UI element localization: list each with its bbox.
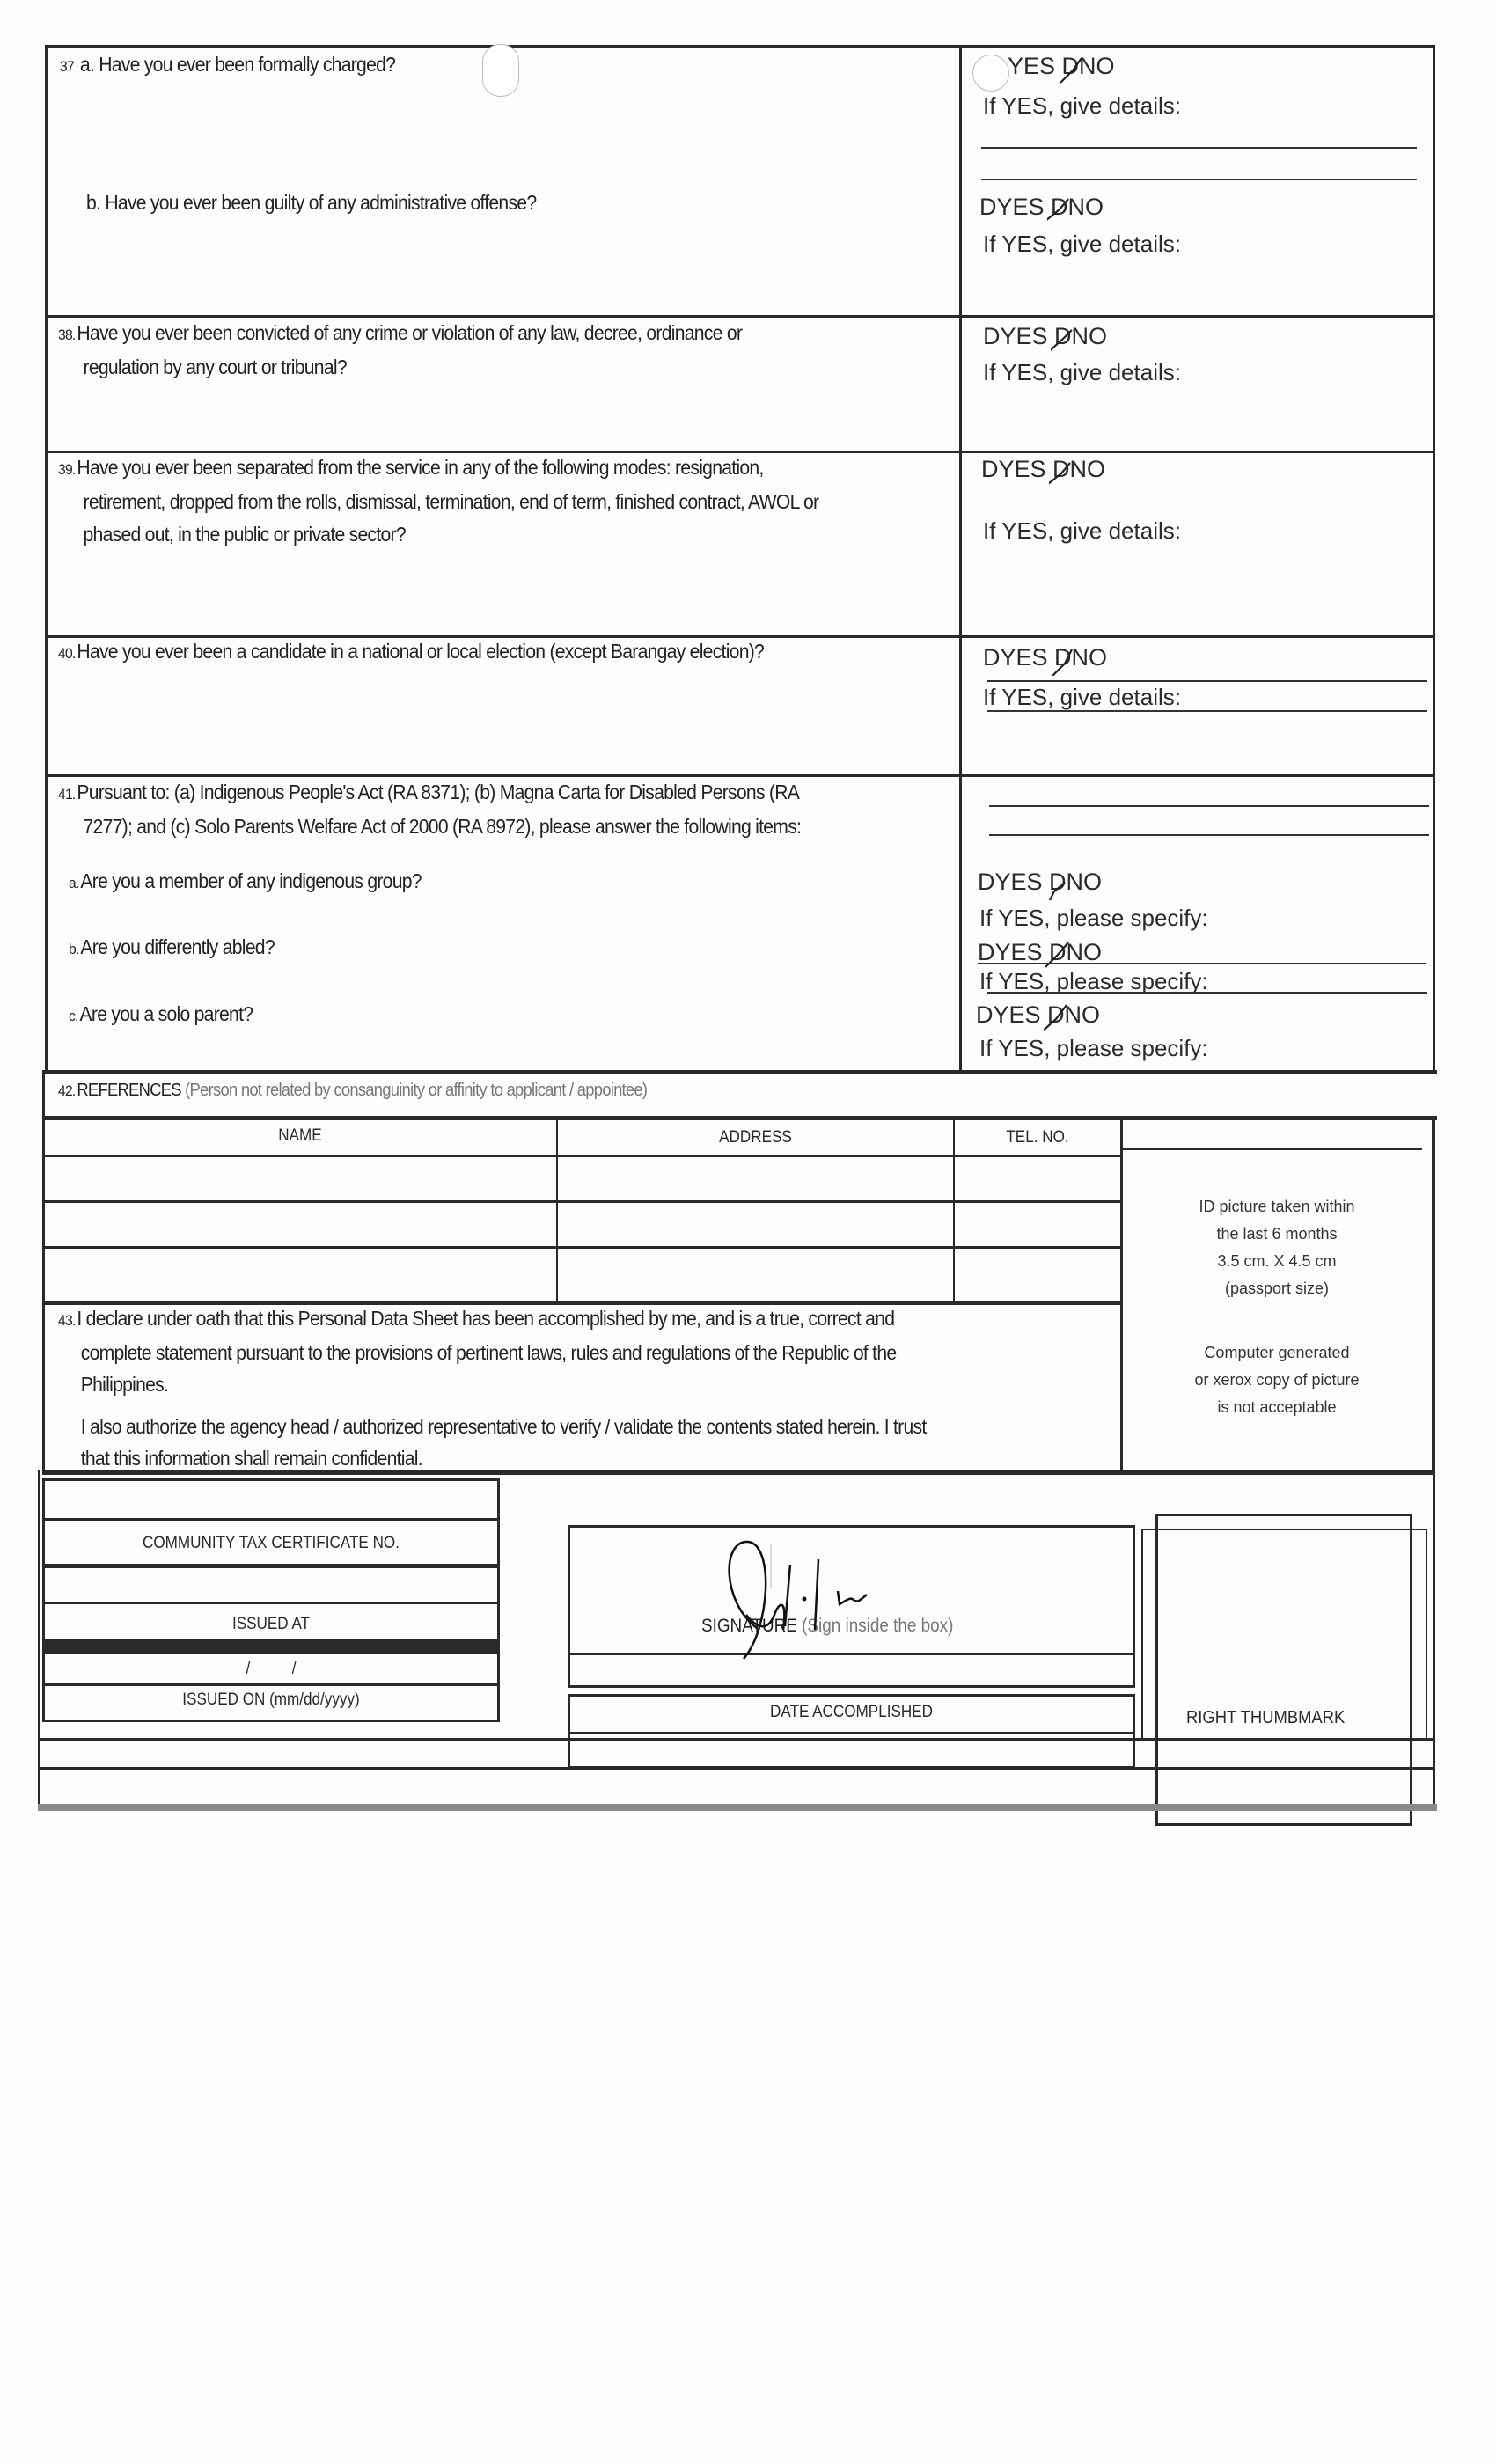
q41a-answer[interactable] <box>978 869 1102 896</box>
q41a-question: a.Are you a member of any indigenous group? <box>69 869 422 892</box>
check-mark-icon <box>1045 941 1075 971</box>
issued-on-divider <box>42 1683 500 1686</box>
issued-on-label: ISSUED ON (mm/dd/yyyy) <box>182 1690 360 1709</box>
q40-details-label: If YES, give details: <box>983 684 1181 710</box>
q39-number: 39. <box>58 461 76 478</box>
check-mark-icon <box>1047 195 1077 225</box>
ref-col-divider-2 <box>953 1118 955 1302</box>
punch-hole-right <box>972 55 1009 92</box>
column-divider <box>959 45 962 1073</box>
references-header-top <box>42 1116 1437 1120</box>
bottom-left-border <box>38 1470 40 1808</box>
q37b-answer[interactable] <box>979 194 1104 221</box>
q41-question: 41.Pursuant to: (a) Indigenous People's Act (RA 8371); (b) Magna Carta for Disabled Persons (RA 7277); and (c) Solo Parents Welfare Act of 2000 (RA 8972), please answer the following items: <box>58 781 802 838</box>
issued-divider-thick <box>42 1639 500 1652</box>
q38-question: 38.Have you ever been convicted of any crime or violation of any law, decree, ordinance or regulation by any court or tribunal? <box>58 321 743 378</box>
q40-answer-line[interactable] <box>987 680 1427 682</box>
photo-box-right-border <box>1432 1116 1435 1473</box>
q37a-yes-option[interactable]: YES <box>1008 53 1056 79</box>
bottom-line-2 <box>40 1767 1435 1770</box>
q41c-question: c.Are you a solo parent? <box>69 1002 253 1025</box>
ref-header-address: ADDRESS <box>719 1128 792 1147</box>
q39-yes-option[interactable]: DYES <box>981 456 1046 482</box>
q41a-no-option[interactable]: DNO <box>1049 869 1102 895</box>
ref-header-name: NAME <box>278 1126 322 1145</box>
ref-row-3-tel[interactable] <box>957 1250 1118 1299</box>
ref-row-line-2 <box>42 1200 1121 1203</box>
q38-answer[interactable] <box>983 323 1107 350</box>
handwritten-signature-icon <box>686 1531 933 1663</box>
q38-details-label: If YES, give details: <box>983 359 1181 385</box>
ref-row-3-name[interactable] <box>46 1250 554 1299</box>
q40-details-line[interactable] <box>987 710 1427 712</box>
q40-yes-option[interactable]: DYES <box>983 644 1048 671</box>
q41b-no-option[interactable]: DNO <box>1049 939 1102 965</box>
ctc-number-label: COMMUNITY TAX CERTIFICATE NO. <box>143 1534 400 1552</box>
q41b-answer-line[interactable] <box>978 963 1426 964</box>
check-mark-icon <box>1051 325 1081 355</box>
ref-row-1-tel[interactable] <box>957 1158 1118 1199</box>
declaration-bottom <box>42 1470 1435 1475</box>
q41c-specify-label: If YES, please specify: <box>979 1035 1208 1061</box>
ref-col-divider-1 <box>556 1118 558 1302</box>
bottom-line-1 <box>40 1738 1435 1741</box>
date-accomplished-label: DATE ACCOMPLISHED <box>770 1703 933 1721</box>
q37b-question <box>86 187 536 219</box>
q41-line-2[interactable] <box>989 834 1429 836</box>
q41c-no-option[interactable]: DNO <box>1047 1001 1100 1028</box>
check-mark-icon <box>1044 1003 1074 1033</box>
q37a-question <box>60 48 395 83</box>
q41b-specify-label: If YES, please specify: <box>979 968 1208 994</box>
ctc-number-input[interactable] <box>46 1482 496 1517</box>
check-mark-icon <box>1049 458 1079 488</box>
ref-row-line-3 <box>42 1246 1121 1249</box>
issued-at-divider <box>42 1602 500 1604</box>
q37a-no-option[interactable]: DNO <box>1062 53 1115 79</box>
q40-number: 40. <box>58 645 76 662</box>
ref-header-tel: TEL. NO. <box>1006 1128 1069 1147</box>
q38-no-option[interactable]: DNO <box>1054 323 1107 349</box>
q40-no-option[interactable]: DNO <box>1054 644 1107 671</box>
q41-number: 41. <box>58 786 76 803</box>
bottom-gray-bar <box>38 1804 1437 1811</box>
check-mark-icon <box>1045 870 1075 900</box>
declaration: 43.I declare under oath that this Personal Data Sheet has been accomplished by me, and is a true, correct and complete statement pursuant to the provisions of pertinent laws, rules and regulations of the Republic of the Philippines. I also authorize the agency head / authorized representative to verify / validate the contents stated herein. I trust that this information shall remain confidential. <box>58 1307 927 1470</box>
q38-number: 38. <box>58 326 76 343</box>
references-left-border <box>42 1070 45 1475</box>
q41a-yes-option[interactable]: DYES <box>978 869 1043 895</box>
q39-answer[interactable] <box>981 456 1105 483</box>
issued-at-label: ISSUED AT <box>231 1615 311 1633</box>
photo-box-top-line <box>1123 1148 1422 1150</box>
q39-details-label: If YES, give details: <box>983 517 1181 544</box>
q37a-text: a. Have you ever been formally charged? <box>79 53 396 76</box>
date-divider <box>568 1732 1135 1734</box>
q39-question: 39.Have you ever been separated from the service in any of the following modes: resignation, retirement, dropped from the rolls, dismissal, termination, end of term, finished contract, AWOL or phased out, in the public or private sector? <box>58 456 819 546</box>
ref-row-line-1 <box>42 1155 1121 1157</box>
ref-row-2-name[interactable] <box>46 1204 554 1244</box>
q37a-details-label: If YES, give details: <box>983 92 1181 119</box>
check-mark-icon <box>1059 55 1089 84</box>
q37b-yes-option[interactable]: DYES <box>979 194 1045 220</box>
signature-label: SIGNATURE (Sign inside the box) <box>701 1616 954 1636</box>
q41b-specify-line[interactable] <box>987 992 1427 994</box>
q37a-details-line-2[interactable] <box>981 179 1417 180</box>
q37b-text: b. Have you ever been guilty of any administrative offense? <box>86 191 537 214</box>
q41c-yes-option[interactable]: DYES <box>976 1001 1041 1028</box>
bottom-right-border <box>1433 1470 1435 1808</box>
q40-question: 40.Have you ever been a candidate in a national or local election (except Barangay election)? <box>58 640 765 663</box>
q38-yes-option[interactable]: DYES <box>983 323 1048 349</box>
issued-at-input[interactable] <box>46 1567 496 1601</box>
q41b-question: b.Are you differently abled? <box>69 935 275 958</box>
ref-row-1-address[interactable] <box>560 1158 951 1199</box>
q41-line-1[interactable] <box>989 805 1429 807</box>
q37a-answer[interactable] <box>1008 53 1115 80</box>
references-title: 42.REFERENCES (Person not related by consanguinity or affinity to applicant / appointee) <box>58 1081 648 1100</box>
check-mark-icon <box>1051 646 1081 676</box>
thumbmark-label: RIGHT THUMBMARK <box>1186 1708 1346 1727</box>
q41b-yes-option[interactable]: DYES <box>978 939 1043 965</box>
punch-hole <box>482 44 519 97</box>
q37-number: 37 <box>60 58 74 75</box>
q39-no-option[interactable]: DNO <box>1052 456 1105 482</box>
ctc-number-divider <box>42 1518 500 1521</box>
q37a-details-line-1[interactable] <box>981 147 1417 149</box>
ref-row-1-name[interactable] <box>46 1158 554 1199</box>
references-top-border <box>42 1070 1437 1074</box>
q41a-specify-label: If YES, please specify: <box>979 905 1208 931</box>
ref-row-3-address[interactable] <box>560 1250 951 1299</box>
issued-on-input[interactable]: / / <box>246 1660 297 1678</box>
q37b-details-label: If YES, give details: <box>983 231 1181 257</box>
declaration-number: 43. <box>58 1312 76 1329</box>
photo-box-instructions[interactable]: ID picture taken within the last 6 months 3.5 cm. X 4.5 cm (passport size) Computer generated or xerox copy of picture is not acceptable <box>1194 1198 1360 1416</box>
q40-answer[interactable] <box>983 644 1107 671</box>
q37b-no-option[interactable]: DNO <box>1051 194 1104 220</box>
ref-row-2-tel[interactable] <box>957 1204 1118 1244</box>
q41c-answer[interactable] <box>976 1001 1100 1029</box>
ref-row-2-address[interactable] <box>560 1204 951 1244</box>
